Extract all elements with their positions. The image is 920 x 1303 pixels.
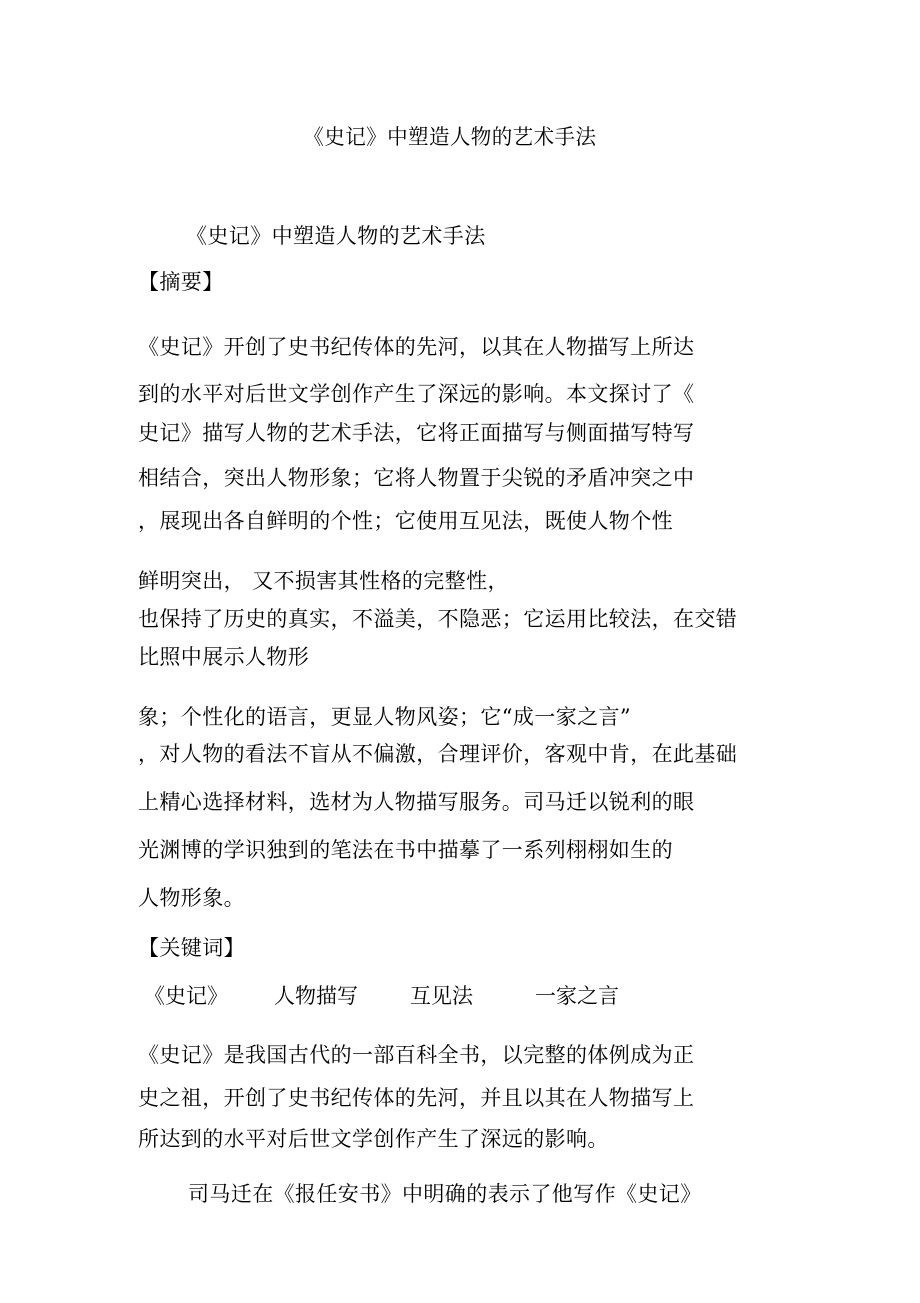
abstract-line: 到的水平对后世文学创作产生了深远的影响。本文探讨了《: [138, 382, 695, 406]
body-line: 《史记》是我国古代的一部百科全书，以完整的体例成为正: [138, 1043, 695, 1067]
keyword: 人物描写: [274, 984, 358, 1008]
abstract-line: 人物形象。: [138, 886, 245, 910]
abstract-line: 《史记》开创了史书纪传体的先河，以其在人物描写上所达: [138, 335, 695, 359]
abstract-line: 象；个性化的语言，更显人物风姿；它“成一家之言”: [138, 705, 632, 729]
abstract-line: 比照中展示人物形: [138, 645, 310, 669]
keyword: 一家之言: [535, 984, 619, 1008]
abstract-line: 也保持了历史的真实，不溢美，不隐恶；它运用比较法，在交错: [138, 607, 738, 631]
abstract-line: 上精心选择材料，选材为人物描写服务。司马迁以锐利的眼: [138, 790, 695, 814]
abstract-line: ，展现出各自鲜明的个性；它使用互见法，既使人物个性: [138, 509, 673, 533]
body-line: 所达到的水平对后世文学创作产生了深远的影响。: [138, 1127, 609, 1151]
abstract-line: ，对人物的看法不盲从不偏激，合理评价，客观中肯，在此基础: [138, 742, 738, 766]
keywords-heading: 【关键词】: [138, 936, 245, 960]
body-line: 司马迁在《报任安书》中明确的表示了他写作《史记》: [188, 1182, 702, 1206]
keyword: 《史记》: [144, 984, 228, 1008]
abstract-heading: 【摘要】: [138, 270, 224, 294]
abstract-line: 光渊博的学识独到的笔法在书中描摹了一系列栩栩如生的: [138, 838, 673, 862]
body-line: 史之祖，开创了史书纪传体的先河，并且以其在人物描写上: [138, 1086, 695, 1110]
abstract-line: 相结合，突出人物形象；它将人物置于尖锐的矛盾冲突之中: [138, 466, 695, 490]
abstract-line: 鲜明突出， 又不损害其性格的完整性，: [138, 569, 509, 593]
document-subtitle: 《史记》中塑造人物的艺术手法: [186, 224, 486, 248]
abstract-line: 史记》描写人物的艺术手法，它将正面描写与侧面描写特写: [138, 421, 695, 445]
document-title: 《史记》中塑造人物的艺术手法: [303, 125, 597, 149]
keyword: 互见法: [410, 984, 473, 1008]
